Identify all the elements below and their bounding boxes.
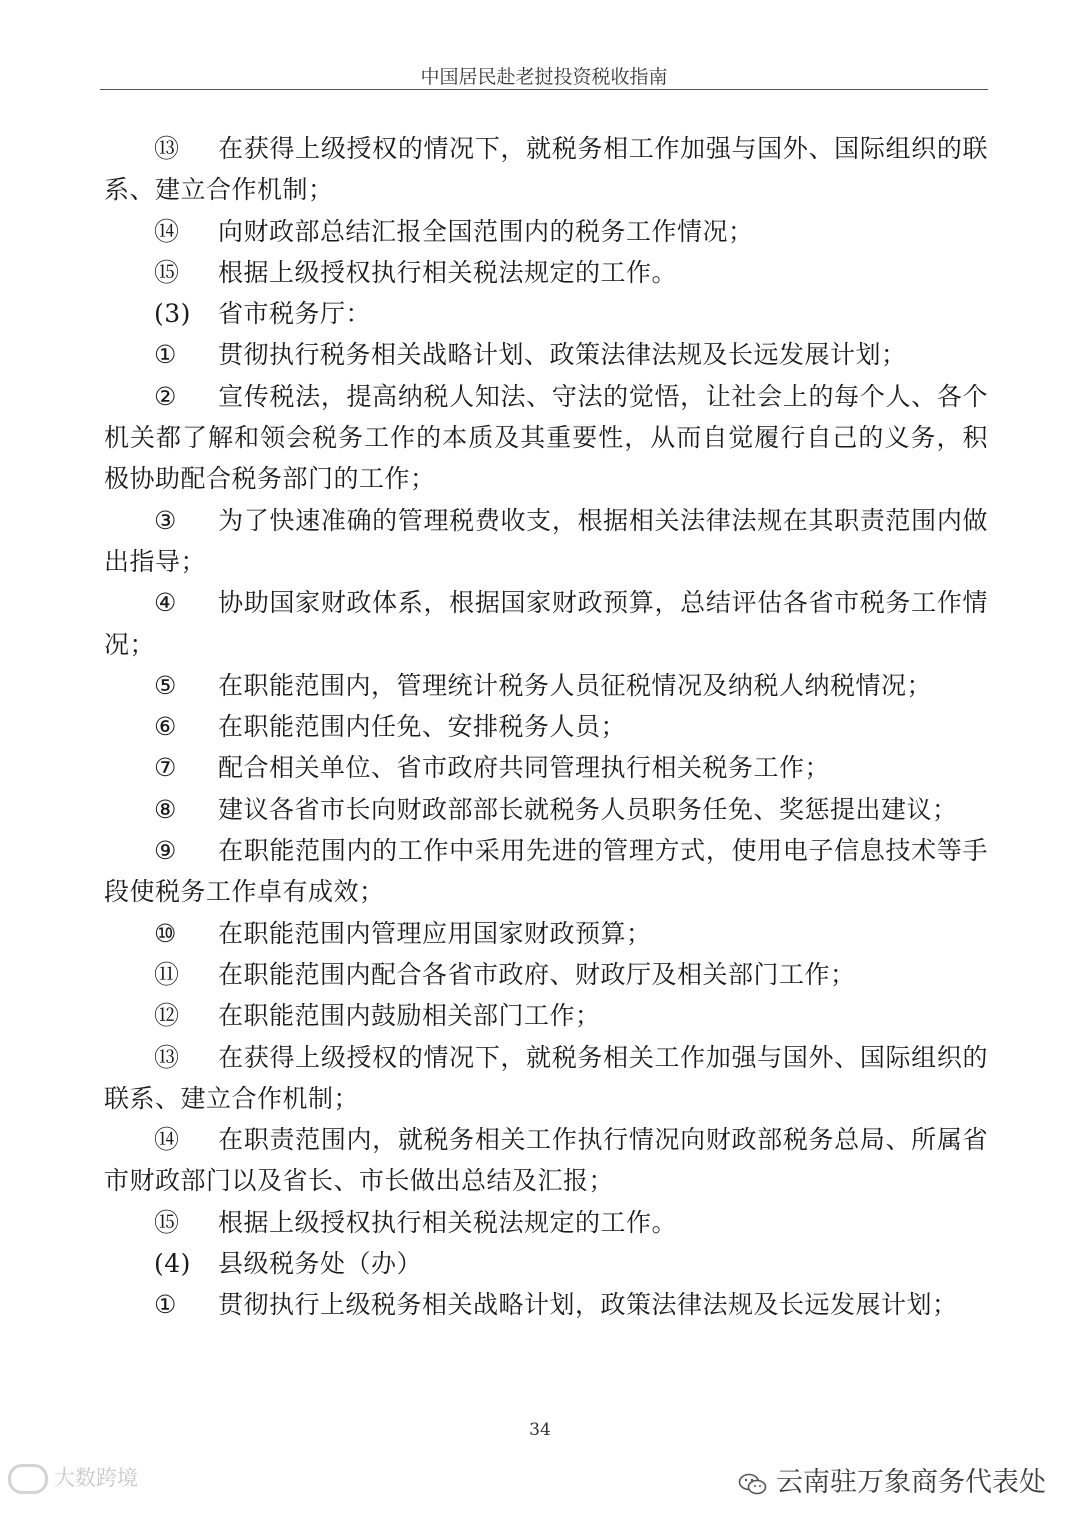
list-item: [104, 954, 988, 995]
item-text: 在职能范围内鼓励相关部门工作；: [218, 1001, 601, 1031]
list-item: [104, 995, 988, 1036]
item-text: 县级税务处（办）: [218, 1249, 423, 1279]
logo-icon: [8, 1464, 48, 1494]
item-text: 在获得上级授权的情况下，就税务相关工作加强与国外、国际组织的联系、建立合作机制；: [104, 1042, 988, 1113]
list-item: [104, 334, 988, 375]
wechat-icon: [738, 1472, 768, 1496]
list-item: [104, 1119, 988, 1202]
list-item: [104, 1243, 988, 1284]
item-text: 配合相关单位、省市政府共同管理执行相关税务工作；: [218, 753, 831, 783]
item-text: 为了快速准确的管理税费收支，根据相关法律法规在其职责范围内做出指导；: [104, 505, 988, 576]
list-item: [104, 706, 988, 747]
item-marker: ⑤: [154, 670, 177, 700]
item-text: 在职能范围内任免、安排税务人员；: [218, 712, 627, 742]
item-text: 贯彻执行上级税务相关战略计划，政策法律法规及长远发展计划；: [218, 1290, 958, 1320]
item-marker: ⑮: [154, 257, 180, 287]
item-text: 在职能范围内的工作中采用先进的管理方式，使用电子信息技术等手段使税务工作卓有成效；: [104, 836, 988, 907]
item-marker: ⑭: [154, 1125, 180, 1155]
item-marker: ⑬: [154, 1042, 180, 1072]
list-item: [104, 376, 988, 500]
item-text: 在职责范围内，就税务相关工作执行情况向财政部税务总局、所属省市财政部门以及省长、市长做出总结及汇报；: [104, 1125, 988, 1196]
list-item: [104, 252, 988, 293]
list-item: [104, 830, 988, 913]
item-marker: ①: [154, 1290, 177, 1320]
item-marker: ⑫: [154, 1001, 180, 1031]
list-item: [104, 500, 988, 583]
list-item: [104, 789, 988, 830]
item-text: 根据上级授权执行相关税法规定的工作。: [218, 257, 678, 287]
item-text: 根据上级授权执行相关税法规定的工作。: [218, 1207, 678, 1237]
list-item: [104, 128, 988, 211]
item-marker: ⑮: [154, 1207, 180, 1237]
watermark-right: [738, 1460, 1046, 1499]
watermark-left: [8, 1462, 138, 1494]
item-text: 省市税务厅：: [218, 299, 372, 329]
list-item: [104, 293, 988, 334]
item-marker: (3): [154, 299, 191, 329]
list-item: [104, 1037, 988, 1120]
item-marker: ⑥: [154, 712, 177, 742]
item-marker: ⑨: [154, 836, 177, 866]
item-marker: ③: [154, 505, 177, 535]
item-text: 宣传税法，提高纳税人知法、守法的觉悟，让社会上的每个人、各个机关都了解和领会税务工作的本质及其重要性，从而自觉履行自己的义务，积极协助配合税务部门的工作；: [104, 381, 988, 494]
list-item: [104, 747, 988, 788]
watermark-left-text: 大数跨境: [54, 1466, 138, 1490]
list-item: [104, 665, 988, 706]
item-text: 在获得上级授权的情况下，就税务相工作加强与国外、国际组织的联系、建立合作机制；: [104, 134, 988, 205]
list-item: [104, 582, 988, 665]
header-rule: [100, 89, 988, 90]
item-marker: ⑪: [154, 959, 180, 989]
item-marker: (4): [154, 1249, 191, 1279]
item-text: 向财政部总结汇报全国范围内的税务工作情况；: [218, 216, 754, 246]
list-item: [104, 1284, 988, 1325]
item-text: 贯彻执行税务相关战略计划、政策法律法规及长远发展计划；: [218, 340, 907, 370]
item-text: 在职能范围内，管理统计税务人员征税情况及纳税人纳税情况；: [218, 670, 933, 700]
item-marker: ④: [154, 588, 177, 618]
item-text: 协助国家财政体系，根据国家财政预算，总结评估各省市税务工作情况；: [104, 588, 988, 659]
item-marker: ⑭: [154, 216, 180, 246]
item-text: 建议各省市长向财政部部长就税务人员职务任免、奖惩提出建议；: [218, 794, 958, 824]
page-number: 34: [529, 1420, 551, 1440]
item-text: 在职能范围内管理应用国家财政预算；: [218, 918, 652, 948]
document-body: [104, 128, 988, 1326]
item-marker: ⑬: [154, 134, 180, 163]
list-item: [104, 913, 988, 954]
list-item: [104, 211, 988, 252]
page-header: 中国居民赴老挝投资税收指南: [420, 66, 668, 88]
item-marker: ⑧: [154, 794, 177, 824]
item-marker: ①: [154, 340, 177, 370]
item-marker: ②: [154, 381, 177, 411]
watermark-right-text: 云南驻万象商务代表处: [776, 1467, 1046, 1498]
item-marker: ⑩: [154, 918, 177, 948]
list-item: [104, 1202, 988, 1243]
item-text: 在职能范围内配合各省市政府、财政厅及相关部门工作；: [218, 959, 856, 989]
item-marker: ⑦: [154, 753, 177, 783]
